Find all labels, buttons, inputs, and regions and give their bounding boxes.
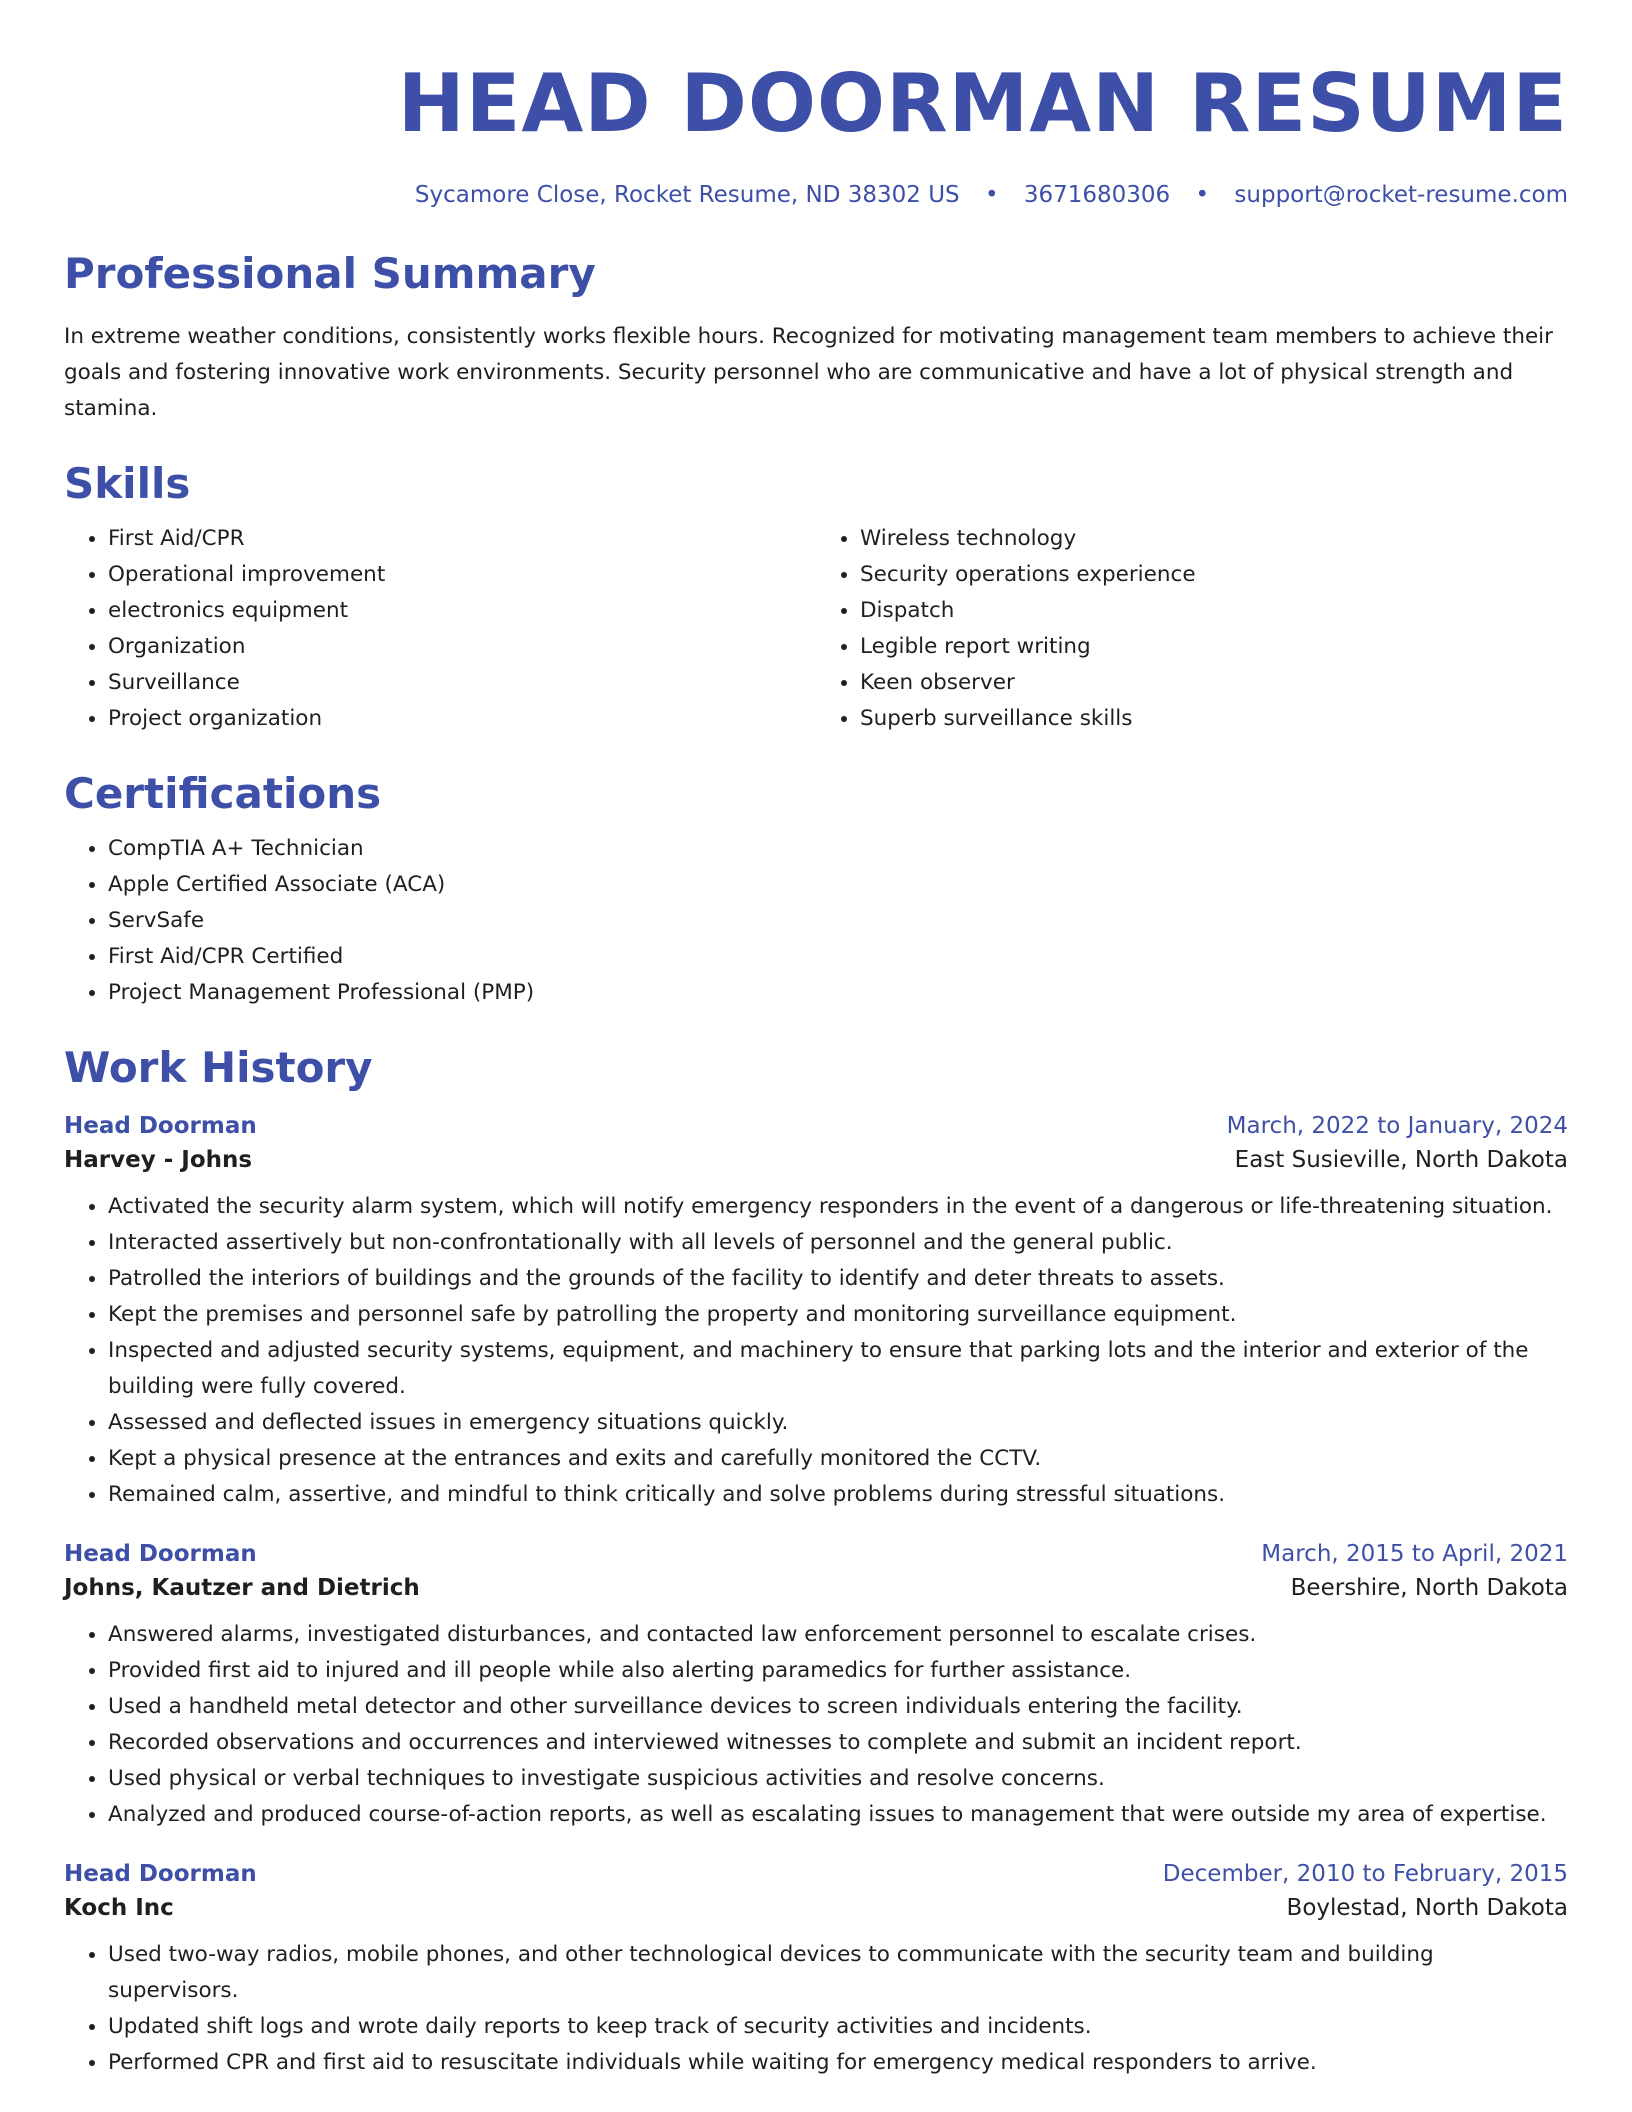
job-header <box>64 1113 1568 1139</box>
resume-title: HEAD DOORMAN RESUME <box>397 57 1568 150</box>
job-entry <box>64 1541 1568 1833</box>
summary-text: In extreme weather conditions, consistently works flexible hours. Recognized for motivating management team members to achieve their goals and fostering innovative work environments. Security personnel who are communicative and have a lot of physical strength and stamina. <box>64 324 1553 421</box>
skill-item: • Superb surveillance skills <box>860 701 1568 737</box>
contact-phone: 3671680306 <box>1023 182 1171 208</box>
job-title: Head Doorman <box>64 1861 257 1887</box>
section-heading-skills: Skills <box>64 459 191 508</box>
job-bullet: • Performed CPR and first aid to resuscitate individuals while waiting for emergency medical responders to arrive. <box>108 2045 1568 2081</box>
certification-item: • CompTIA A+ Technician <box>108 831 1568 867</box>
job-bullet: • Used physical or verbal techniques to investigate suspicious activities and resolve concerns. <box>108 1761 1568 1797</box>
skill-item: • Organization <box>108 629 816 665</box>
job-bullet: • Analyzed and produced course-of-action reports, as well as escalating issues to management that were outside my area of expertise. <box>108 1797 1568 1833</box>
job-bullet: • Provided first aid to injured and ill people while also alerting paramedics for further assistance. <box>108 1653 1568 1689</box>
contact-separator: • <box>984 182 999 208</box>
certification-item: • Apple Certified Associate (ACA) <box>108 867 1568 903</box>
certifications-list <box>64 831 1568 1011</box>
job-location: Boylestad, North Dakota <box>1286 1895 1568 1921</box>
job-bullet: • Used two-way radios, mobile phones, and other technological devices to communicate with the security team and building supervisors. <box>108 1937 1568 2009</box>
skill-item: • electronics equipment <box>108 593 816 629</box>
skills-list-right <box>816 521 1568 737</box>
job-bullet: • Remained calm, assertive, and mindful to think critically and solve problems during stressful situations. <box>108 1477 1568 1513</box>
job-bullet: • Answered alarms, investigated disturbances, and contacted law enforcement personnel to escalate crises. <box>108 1617 1568 1653</box>
job-bullet: • Recorded observations and occurrences and interviewed witnesses to complete and submit an incident report. <box>108 1725 1568 1761</box>
job-bullet: • Inspected and adjusted security systems, equipment, and machinery to ensure that parking lots and the interior and exterior of the building were fully covered. <box>108 1333 1568 1405</box>
job-subheader <box>64 1895 1568 1921</box>
skill-item: • Project organization <box>108 701 816 737</box>
skill-item: • Security operations experience <box>860 557 1568 593</box>
job-bullets <box>64 1937 1568 2081</box>
skill-item: • Legible report writing <box>860 629 1568 665</box>
section-heading-certifications: Certifications <box>64 769 382 818</box>
job-location: Beershire, North Dakota <box>1290 1575 1568 1601</box>
job-dates: December, 2010 to February, 2015 <box>1162 1861 1568 1887</box>
job-bullet: • Assessed and deflected issues in emergency situations quickly. <box>108 1405 1568 1441</box>
contact-line <box>64 184 1568 207</box>
job-location: East Susieville, North Dakota <box>1234 1147 1568 1173</box>
skill-item: • Surveillance <box>108 665 816 701</box>
job-subheader <box>64 1575 1568 1601</box>
section-heading-summary: Professional Summary <box>64 249 596 298</box>
section-heading-work-history: Work History <box>64 1043 373 1092</box>
skills-section <box>64 459 1568 737</box>
job-bullet: • Updated shift logs and wrote daily reports to keep track of security activities and incidents. <box>108 2009 1568 2045</box>
job-company: Koch Inc <box>64 1895 174 1921</box>
contact-email[interactable]: support@rocket-resume.com <box>1234 182 1568 208</box>
skill-item: • Dispatch <box>860 593 1568 629</box>
summary-section <box>64 249 1568 427</box>
skill-item: • Keen observer <box>860 665 1568 701</box>
job-company: Harvey - Johns <box>64 1147 253 1173</box>
job-dates: March, 2022 to January, 2024 <box>1226 1113 1568 1139</box>
job-bullet: • Used a handheld metal detector and other surveillance devices to screen individuals entering the facility. <box>108 1689 1568 1725</box>
job-dates: March, 2015 to April, 2021 <box>1261 1541 1568 1567</box>
job-bullet: • Activated the security alarm system, which will notify emergency responders in the event of a dangerous or life-threatening situation. <box>108 1189 1568 1225</box>
skill-item: • Wireless technology <box>860 521 1568 557</box>
job-company: Johns, Kautzer and Dietrich <box>64 1575 420 1601</box>
job-title: Head Doorman <box>64 1541 257 1567</box>
certification-item: • ServSafe <box>108 903 1568 939</box>
certification-item: • First Aid/CPR Certified <box>108 939 1568 975</box>
job-header <box>64 1861 1568 1887</box>
job-bullets <box>64 1189 1568 1513</box>
work-history-section <box>64 1043 1568 2081</box>
job-bullets <box>64 1617 1568 1833</box>
skills-columns <box>64 521 1568 737</box>
certifications-section <box>64 769 1568 1011</box>
resume-page <box>64 0 1568 2081</box>
job-title: Head Doorman <box>64 1113 257 1139</box>
job-subheader <box>64 1147 1568 1173</box>
skill-item: • Operational improvement <box>108 557 816 593</box>
job-entry <box>64 1861 1568 2081</box>
job-bullet: • Patrolled the interiors of buildings and the grounds of the facility to identify and deter threats to assets. <box>108 1261 1568 1297</box>
job-bullet: • Interacted assertively but non-confrontationally with all levels of personnel and the general public. <box>108 1225 1568 1261</box>
contact-separator: • <box>1195 182 1210 208</box>
contact-address: Sycamore Close, Rocket Resume, ND 38302 US <box>414 182 960 208</box>
job-header <box>64 1541 1568 1567</box>
certification-item: • Project Management Professional (PMP) <box>108 975 1568 1011</box>
job-bullet: • Kept a physical presence at the entrances and exits and carefully monitored the CCTV. <box>108 1441 1568 1477</box>
job-entry <box>64 1113 1568 1513</box>
skills-list-left <box>64 521 816 737</box>
skill-item: • First Aid/CPR <box>108 521 816 557</box>
job-bullet: • Kept the premises and personnel safe by patrolling the property and monitoring surveillance equipment. <box>108 1297 1568 1333</box>
